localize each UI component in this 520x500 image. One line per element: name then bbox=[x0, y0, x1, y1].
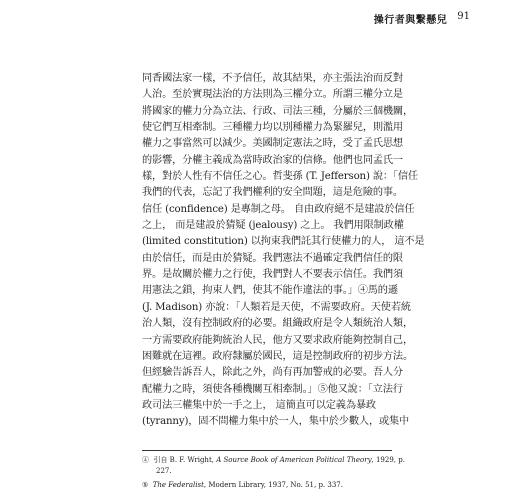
running-header-title: 操行者與繫懸兒 bbox=[373, 15, 448, 26]
body-line: 一方需要政府能夠統治人民，他方又要求政府能夠控制自己， bbox=[142, 334, 414, 346]
body-line: 配權力之時，須使各種機關互相牽制。」⑤他又說：「立法行 bbox=[142, 383, 403, 395]
body-line: 信任 (confidence) 是專制之母。 自由政府絕不是建設於信任 bbox=[142, 203, 415, 215]
body-line: 權力之事當然可以減少。美國制定憲法之時，受了孟氏思想 bbox=[142, 138, 403, 150]
footnote-text: , 1929, p. bbox=[371, 456, 405, 464]
body-line: 同香國法家一樣，不予信任，故其結果，亦主張法治而反對 bbox=[142, 73, 403, 84]
body-line: (J. Madison) 亦說：「人類若是天使，不需要政府。天使若統 bbox=[142, 301, 411, 313]
body-line: (limited constitution) 以拘束我們託其行使權力的人， 這不是 bbox=[142, 236, 425, 248]
page-number: 91 bbox=[457, 11, 470, 22]
body-line: 的影響，分權主義成為當時政治家的信條。他們也同孟氏一 bbox=[142, 154, 403, 166]
body-line: 將國家的權力分為立法、行政、司法三種，分屬於三個機關， bbox=[142, 105, 414, 117]
body-line: 由於信任，而是由於猜疑。我們憲法不過確定我們信任的限 bbox=[142, 252, 403, 264]
body-line: 樣，對於人性有不信任之心。哲斐孫 (T. Jefferson) 說：「信任 bbox=[142, 171, 418, 183]
running-header bbox=[374, 11, 470, 26]
body-line: 治人類，沒有控制政府的必要。組織政府是令人類統治人類， bbox=[142, 318, 414, 330]
body-line: 我們的代表，忘記了我們權利的安全問題，這是危險的事。 bbox=[142, 187, 403, 199]
body-line: 使它們互相牽制。三種權力均以別種權力為緊羅兒，則濫用 bbox=[142, 122, 403, 134]
footnotes bbox=[142, 455, 405, 491]
body-line: (tyranny)，固不問權力集中於一人，集中於少數人，或集中 bbox=[142, 416, 410, 428]
body-line: 困難就在這裡。政府隸屬於國民，這是控制政府的初步方法。 bbox=[142, 350, 414, 362]
body-line: 人治。至於實現法治的方法則為三權分立。所謂三權分立是 bbox=[142, 89, 403, 101]
body-line: 政司法三權集中於一手之上， 這簡直可以定義為暴政 bbox=[142, 399, 376, 411]
body-line: 界。是故關於權力之行使，我們對人不要表示信任。我們須 bbox=[142, 269, 403, 281]
footnote-4 bbox=[142, 455, 405, 466]
body-line: 但經驗告訴吾人，除此之外，尚有再加警戒的必要。吾人分 bbox=[142, 367, 403, 379]
footnote-text: 引自 B. F. Wright, bbox=[153, 456, 217, 464]
body-text bbox=[142, 71, 425, 431]
footnote-text: , Modern Library, 1937, No. 51, p. 337. bbox=[203, 481, 343, 489]
footnote-marker: ⑤ bbox=[142, 481, 149, 489]
footnote-4-continuation: 227. bbox=[156, 467, 172, 475]
footnote-5 bbox=[142, 480, 392, 491]
book-title: A Source Book of American Political Theory bbox=[216, 456, 372, 464]
footnote-rule bbox=[142, 450, 392, 451]
footnote-marker: ④ bbox=[142, 456, 149, 464]
body-line: 用憲法之鎖，拘束人們，使其不能作違法的事。」④馬的遜 bbox=[142, 285, 398, 297]
book-title: The Federalist bbox=[152, 481, 204, 489]
body-line: 之上， 而是建設於猜疑 (jealousy) 之上。 我們用限制政權 bbox=[142, 220, 404, 232]
